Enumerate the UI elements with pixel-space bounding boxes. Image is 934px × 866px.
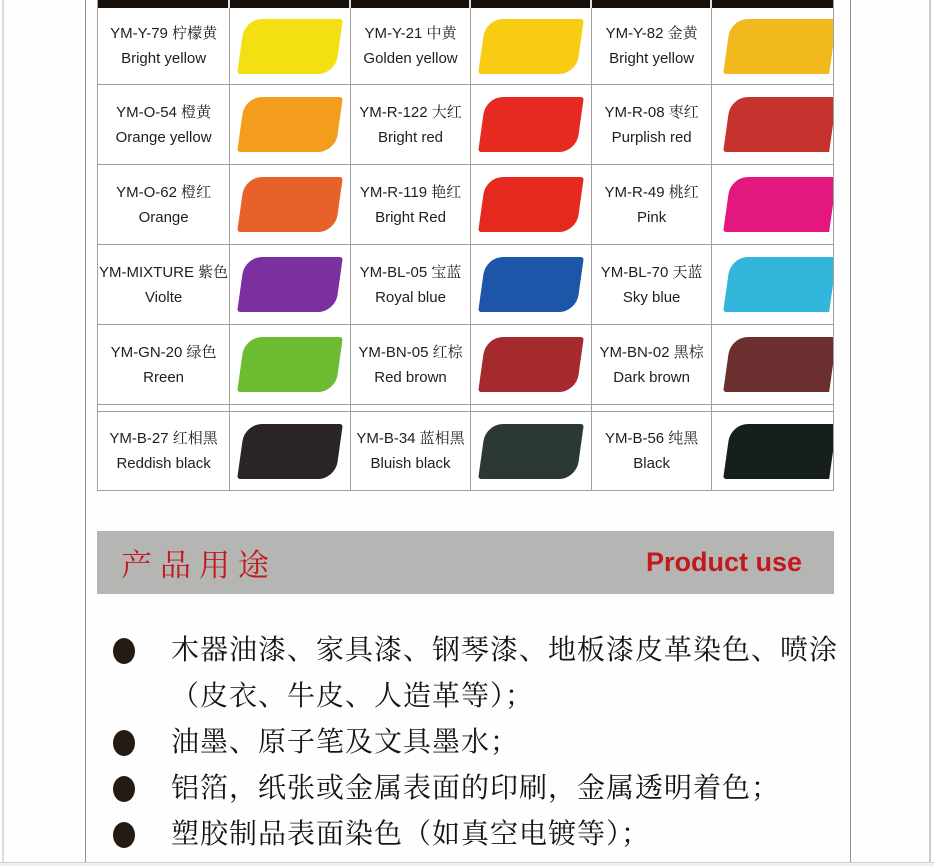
product-use-text <box>171 720 519 766</box>
color-swatch <box>724 257 833 312</box>
product-use-text-line: 油墨、原子笔及文具墨水； <box>171 727 520 758</box>
color-label-cell <box>351 325 472 405</box>
page-edge-right-line <box>929 0 931 866</box>
product-use-text-line: 塑胶制品表面染色（如真空电镀等）； <box>171 819 651 850</box>
color-swatch-cell <box>471 85 592 165</box>
color-name-en: Violte <box>144 288 183 306</box>
color-swatch <box>237 337 343 392</box>
color-name-en: Purplish red <box>611 128 692 146</box>
bullet-dot-icon <box>113 730 135 756</box>
color-swatch <box>724 337 833 392</box>
color-label-cell <box>592 85 713 165</box>
color-swatch <box>478 424 584 479</box>
product-use-list <box>97 628 839 858</box>
color-label-cell <box>98 245 230 325</box>
product-use-text <box>171 766 780 812</box>
product-use-text-line: （皮衣、牛皮、人造革等）； <box>171 681 535 712</box>
table-top-bar-segment <box>230 0 351 8</box>
row-divider-cell <box>712 405 833 412</box>
row-divider-cell <box>471 405 592 412</box>
color-code-label: YM-BN-05 红棕 <box>358 343 463 361</box>
color-code-label: YM-R-08 枣红 <box>604 103 699 121</box>
color-name-en: Bright Red <box>375 208 446 226</box>
color-code-label: YM-GN-20 绿色 <box>110 343 217 361</box>
color-label-cell <box>592 8 713 85</box>
bullet-dot-icon <box>113 776 135 802</box>
color-swatch-cell <box>230 245 351 325</box>
table-top-bar-segment <box>592 0 713 8</box>
product-use-text-line: 木器油漆、家具漆、钢琴漆、地板漆皮革染色、喷涂 <box>171 635 839 666</box>
color-swatch-cell <box>712 325 833 405</box>
bullet-dot-icon <box>113 638 135 664</box>
color-name-en: Dark brown <box>613 368 690 386</box>
color-swatch-cell <box>230 85 351 165</box>
color-name-en: Red brown <box>374 368 447 386</box>
color-swatch <box>478 337 584 392</box>
product-use-item <box>97 766 834 812</box>
content-guide-right-line <box>850 0 851 866</box>
table-top-bar-segment <box>471 0 592 8</box>
color-swatch-cell <box>471 245 592 325</box>
product-use-text <box>171 812 650 858</box>
color-code-label: YM-O-54 橙黄 <box>116 103 212 121</box>
color-swatch-cell <box>230 325 351 405</box>
banner-title-en: Product use <box>645 547 802 577</box>
color-code-label: YM-BL-70 天蓝 <box>600 263 703 281</box>
color-swatch-cell <box>230 412 351 490</box>
color-name-en: Bluish black <box>370 455 451 472</box>
color-swatch-cell <box>471 325 592 405</box>
color-label-cell <box>351 85 472 165</box>
color-swatch <box>237 257 343 312</box>
row-divider-cell <box>351 405 472 412</box>
color-label-cell <box>98 165 230 245</box>
color-label-cell <box>592 412 713 490</box>
page-content <box>97 0 839 858</box>
color-swatch <box>724 97 833 152</box>
color-label-cell <box>98 412 230 490</box>
table-top-bar-segment <box>351 0 472 8</box>
color-code-label: YM-Y-82 金黄 <box>605 25 698 42</box>
table-top-bar-segment <box>98 0 230 8</box>
color-swatch <box>478 19 584 74</box>
table-top-bar-segment <box>712 0 833 8</box>
color-name-en: Reddish black <box>116 455 211 472</box>
color-name-en: Rreen <box>143 368 185 386</box>
color-code-label: YM-B-27 红相黑 <box>109 430 218 447</box>
color-name-en: Bright yellow <box>609 50 695 67</box>
color-name-en: Orange <box>138 208 189 226</box>
color-name-en: Pink <box>637 208 667 226</box>
page-edge-bottom-line <box>0 862 934 866</box>
color-swatch-cell <box>712 412 833 490</box>
color-code-label: YM-MIXTURE 紫色 <box>99 263 229 281</box>
color-swatch-cell <box>230 8 351 85</box>
color-code-label: YM-Y-21 中黄 <box>364 25 457 42</box>
color-swatch-cell <box>712 165 833 245</box>
color-label-cell <box>592 165 713 245</box>
color-label-cell <box>98 8 230 85</box>
color-label-cell <box>592 325 713 405</box>
color-swatch <box>478 257 584 312</box>
color-swatch-cell <box>471 8 592 85</box>
product-use-item <box>97 720 834 766</box>
color-code-label: YM-BN-02 黑棕 <box>599 343 704 361</box>
product-use-banner <box>97 531 834 594</box>
color-code-label: YM-B-56 纯黑 <box>604 430 699 447</box>
color-swatch <box>478 97 584 152</box>
product-use-item <box>97 628 839 720</box>
row-divider-cell <box>592 405 713 412</box>
color-swatch <box>478 177 584 232</box>
color-label-cell <box>98 85 230 165</box>
color-name-en: Black <box>633 455 670 472</box>
color-swatch-cell <box>230 165 351 245</box>
color-swatch <box>724 177 833 232</box>
color-swatch <box>724 424 833 479</box>
content-guide-left-line <box>85 0 86 866</box>
color-swatch-cell <box>471 165 592 245</box>
color-name-en: Golden yellow <box>363 50 458 67</box>
color-swatch <box>237 424 343 479</box>
color-code-label: YM-R-122 大红 <box>359 103 462 121</box>
color-name-en: Orange yellow <box>115 128 212 146</box>
color-swatch <box>724 19 833 74</box>
color-swatch-cell <box>471 412 592 490</box>
color-label-cell <box>351 165 472 245</box>
color-name-en: Royal blue <box>375 288 446 306</box>
row-divider-cell <box>98 405 230 412</box>
color-label-cell <box>592 245 713 325</box>
color-label-cell <box>98 325 230 405</box>
row-divider-cell <box>230 405 351 412</box>
bullet-dot-icon <box>113 822 135 848</box>
banner-title-cn: 产品用途 <box>121 548 277 583</box>
color-code-label: YM-R-49 桃红 <box>604 183 699 201</box>
color-code-label: YM-O-62 橙红 <box>116 183 212 201</box>
color-code-label: YM-Y-79 柠檬黄 <box>110 25 218 42</box>
color-name-en: Bright red <box>377 128 444 146</box>
page-edge-left-line <box>2 0 4 866</box>
color-label-cell <box>351 245 472 325</box>
color-swatch-cell <box>712 85 833 165</box>
color-name-en: Bright yellow <box>121 50 207 67</box>
color-swatch-table <box>97 0 834 491</box>
color-swatch <box>237 97 343 152</box>
color-swatch-cell <box>712 245 833 325</box>
color-code-label: YM-BL-05 宝蓝 <box>359 263 462 281</box>
color-code-label: YM-R-119 艳红 <box>359 183 462 201</box>
product-use-text <box>171 628 838 720</box>
product-use-text-line: 铝箔，纸张或金属表面的印刷，金属透明着色； <box>171 773 781 804</box>
color-label-cell <box>351 412 472 490</box>
color-label-cell <box>351 8 472 85</box>
color-swatch-cell <box>712 8 833 85</box>
color-swatch <box>237 177 343 232</box>
color-swatch <box>237 19 343 74</box>
product-use-item <box>97 812 834 858</box>
color-name-en: Sky blue <box>622 288 681 306</box>
color-code-label: YM-B-34 蓝相黑 <box>356 430 465 447</box>
